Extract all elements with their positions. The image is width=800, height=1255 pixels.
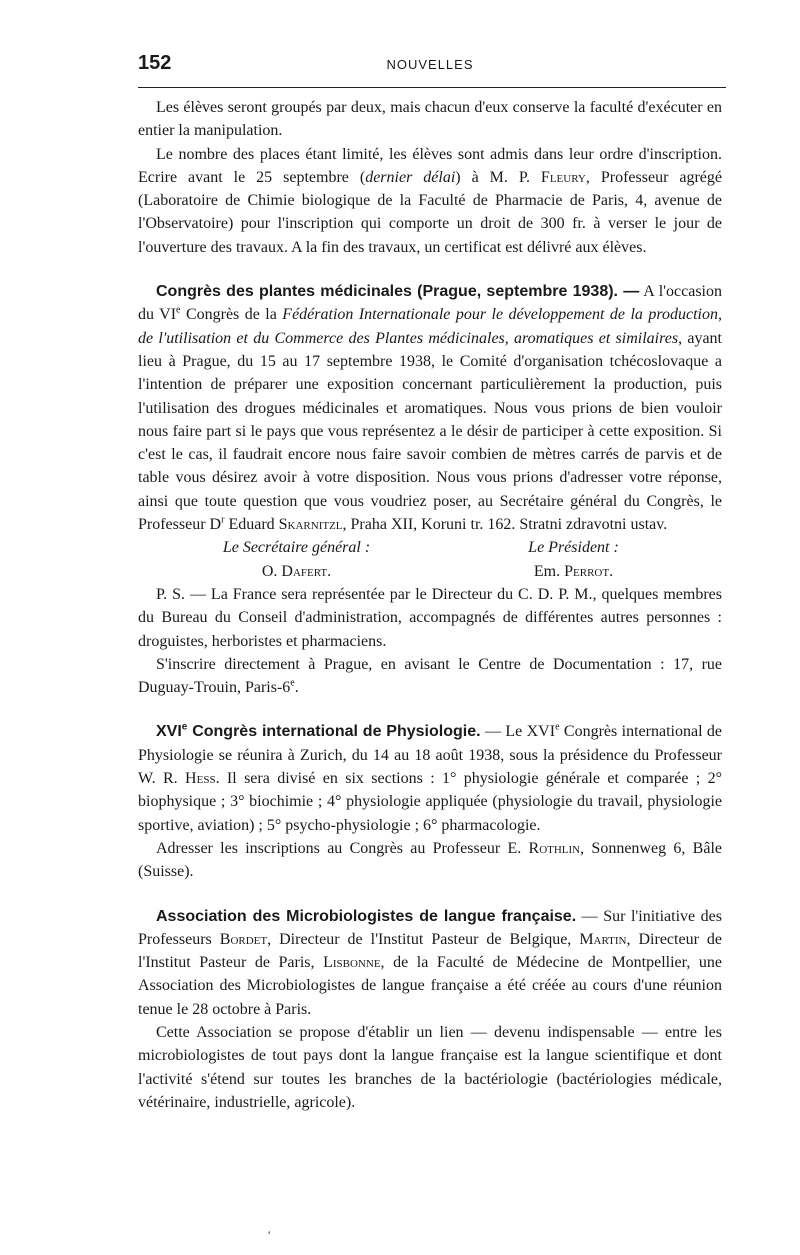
person-name: Fleury xyxy=(540,168,586,186)
text-run: Adresser les inscriptions au Congrès au Professeur E. xyxy=(156,839,529,857)
person-name: Hess xyxy=(185,770,216,788)
text-run: O. xyxy=(261,562,282,580)
paragraph xyxy=(138,653,722,700)
running-title: NOUVELLES xyxy=(386,57,474,72)
signature-president xyxy=(435,536,722,583)
superscript: r xyxy=(221,514,225,526)
paragraph xyxy=(138,837,722,884)
text-run: Em. xyxy=(533,562,565,580)
paragraph xyxy=(138,905,722,1021)
text-run: S'inscrire directement à Prague, en avisant le Centre de Documentation : 17, rue Duguay-Trouin, Paris-6 xyxy=(138,655,722,697)
page-number: 152 xyxy=(138,52,172,74)
paragraph xyxy=(138,280,722,536)
signatory-title: Le Secrétaire général : xyxy=(222,539,371,557)
section-gap xyxy=(138,259,722,280)
section-heading: Association des Microbiologistes de langue française. xyxy=(156,907,577,925)
person-name: Rothlin xyxy=(528,839,581,857)
text-run: , Professeur agrégé (Laboratoire de Chimie biologique de la Faculté de Pharmacie de Paris, 4, avenue de l'Observatoire) pour l'inscription qui comporte un droit de 300 fr. à verser le jour de l'ouverture des travaux. A la fin des travaux, un certificat est délivré aux élèves. xyxy=(138,168,722,256)
page-body xyxy=(138,96,722,1114)
paragraph: P. S. — La France sera représentée par le Directeur du C. D. P. M., quelques membres du Bureau du Conseil d'administration, accompagnés de différentes autres personnes : droguistes, herboristes et pharmaciens. xyxy=(138,585,722,650)
superscript: e xyxy=(181,722,188,734)
signatory-title: Le Président : xyxy=(528,539,619,557)
person-name: Skarnitzl xyxy=(278,516,343,534)
text-run: , Directeur de l'Institut Pasteur de Belgique, xyxy=(267,930,580,948)
text-run: — Sur l'initiative des Professeurs xyxy=(138,907,722,948)
text-run: , Directeur de l'Institut Pasteur de Paris, xyxy=(138,930,723,972)
signature-block xyxy=(138,536,722,583)
section-gap xyxy=(138,884,722,905)
text-run: — Le XVI xyxy=(480,723,556,741)
section-heading xyxy=(156,723,481,740)
section-course-continuation xyxy=(138,96,722,259)
superscript: e xyxy=(555,722,560,734)
section-microbiologistes xyxy=(138,905,722,1115)
text-run: . xyxy=(327,562,332,580)
person-name: Dafert xyxy=(281,562,328,580)
text-run: Eduard xyxy=(224,516,279,534)
header-rule xyxy=(138,87,726,88)
text-run: , Sonnenweg 6, Bâle (Suisse). xyxy=(138,839,722,881)
text-run: . xyxy=(609,562,614,580)
text-run: XVI xyxy=(156,723,182,741)
text-run: . xyxy=(294,679,299,697)
text-run: Congrès de la xyxy=(180,306,283,324)
text-run: , Praha XII, Koruni tr. 162. Stratni zdravotni ustav. xyxy=(342,516,668,534)
text-run: Fédération Internationale pour le développement de la production, de l'utilisation et du Commerce des Plantes médicinales, aromatiques et similaires xyxy=(138,306,722,347)
text-run: Congrès international de Physiologie. xyxy=(187,723,481,741)
superscript: e xyxy=(290,677,295,689)
paragraph xyxy=(138,143,722,259)
section-gap xyxy=(138,699,722,720)
text-run: Congrès international de Physiologie se réunira à Zurich, du 14 au 18 août 1938, sous la présidence du Professeur W. R. xyxy=(138,723,723,788)
text-run: , de la Faculté de Médecine de Montpellier, une Association des Microbiologistes de langue française a été créée au cours d'une réunion tenue le 28 octobre à Paris. xyxy=(138,954,722,1018)
section-heading: Congrès des plantes médicinales (Prague, septembre 1938). — xyxy=(156,283,640,301)
text-run: A l'occasion du VI xyxy=(138,283,723,324)
section-plantes-medicinales xyxy=(138,280,722,699)
text-run: , ayant lieu à Prague, du 15 au 17 septembre 1938, le Comité d'organisation tchécoslovaque a l'intention de préparer une exposition concernant particulièrement la production, puis l'utilisation des drogues médicinales et aromatiques. Nous vous prions de bien vouloir nous faire part si le pays que vous représentez a le désir de participer à cette exposition. Si c'est le cas, il faudrait encore nous faire savoir combien de mètres carrés de parvis et de table vous désirez avoir à votre disposition. Nous vous prions d'adresser votre réponse, ainsi que toute question que vous voudriez poser, au Secrétaire général du Congrès, le Professeur D xyxy=(138,329,722,534)
person-name: Lisbonne xyxy=(323,954,381,972)
text-run: ) à M. P. xyxy=(455,168,541,186)
page-header xyxy=(138,48,722,82)
person-name: Perrot xyxy=(564,562,610,580)
text-run: dernier délai xyxy=(365,168,456,186)
print-speck: ′ xyxy=(268,1228,271,1242)
paragraph xyxy=(138,720,722,836)
text-run: . Il sera divisé en six sections : 1° physiologie générale et comparée ; 2° biophysique ; 3° biochimie ; 4° physiologie appliquée (physiologie du travail, physiologie sportive, aviation) ; 5° psycho-physiologie ; 6° pharmacologie. xyxy=(138,770,723,834)
text-run: Le nombre des places étant limité, les élèves sont admis dans leur ordre d'inscription. Ecrire avant le 25 septembre ( xyxy=(138,145,722,186)
section-physiologie xyxy=(138,720,722,883)
person-name: Bordet xyxy=(219,930,268,948)
superscript: e xyxy=(176,305,181,317)
paragraph: Cette Association se propose d'établir un lien — devenu indispensable — entre les microbiologistes de tout pays dont la langue française est la langue scientifique et dont l'activité s'étend sur toutes les branches de la bactériologie (bactériologies médicale, vétérinaire, industrielle, agricole). xyxy=(138,1023,722,1111)
signature-secretary xyxy=(138,536,435,583)
paragraph: Les élèves seront groupés par deux, mais chacun d'eux conserve la faculté d'exécuter en entier la manipulation. xyxy=(138,99,722,140)
person-name: Martin xyxy=(579,930,627,948)
